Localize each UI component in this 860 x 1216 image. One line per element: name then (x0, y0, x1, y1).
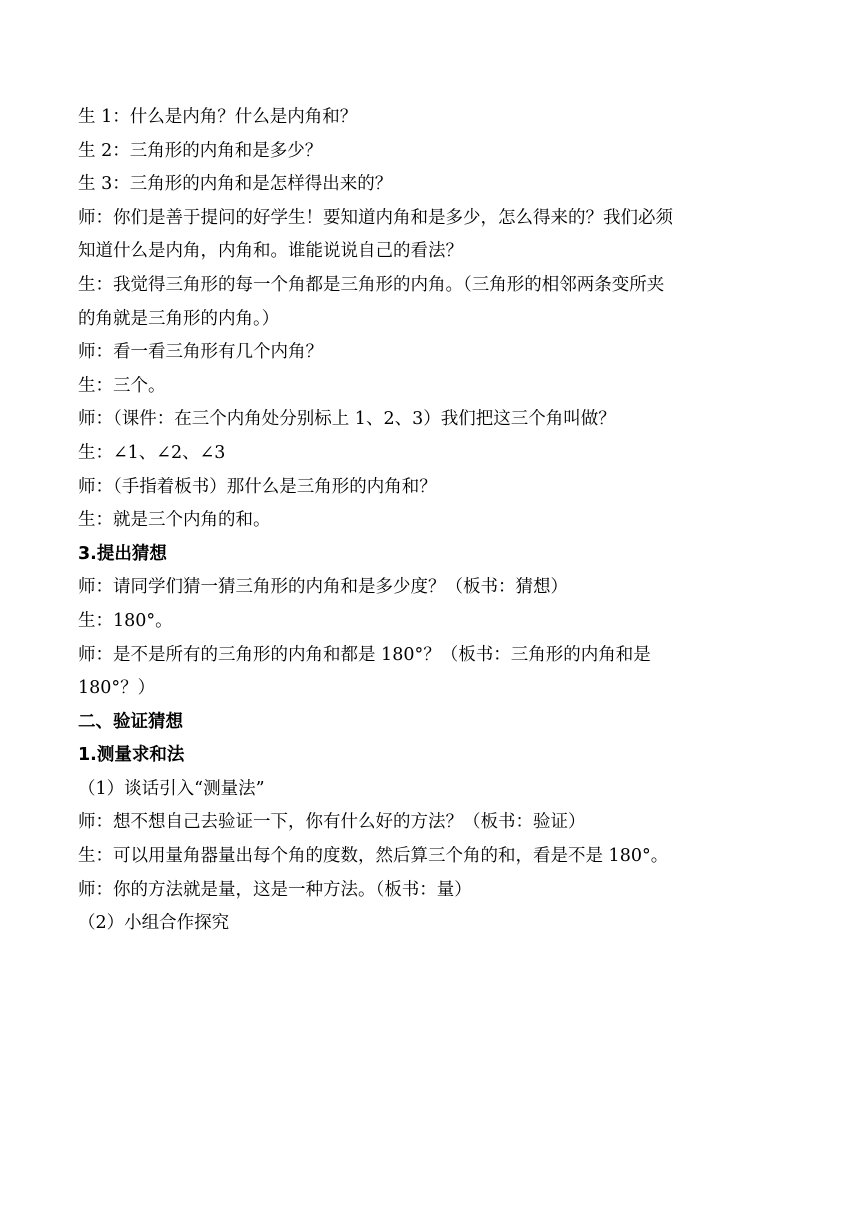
dialogue-line: 生：180°。 (78, 610, 173, 631)
dialogue-line: 生：∠1、∠2、∠3 (78, 442, 226, 463)
section-heading: 二、验证猜想 (78, 711, 183, 732)
dialogue-line: 师：请同学们猜一猜三角形的内角和是多少度？（板书：猜想） (78, 577, 568, 598)
document-body (78, 101, 788, 941)
dialogue-line: 知道什么是内角，内角和。谁能说说自己的看法？ (78, 241, 463, 262)
dialogue-line: 生：可以用量角器量出每个角的度数，然后算三个角的和，看是不是 180°。 (78, 846, 669, 867)
dialogue-line: 师：看一看三角形有几个内角？ (78, 342, 323, 363)
subsection-label: （2）小组合作探究 (78, 913, 230, 934)
dialogue-line: 生 3：三角形的内角和是怎样得出来的？ (78, 174, 393, 195)
section-heading: 1.测量求和法 (78, 745, 185, 766)
dialogue-line: 生 2：三角形的内角和是多少？ (78, 140, 323, 161)
dialogue-line: 生：我觉得三角形的每一个角都是三角形的内角。（三角形的相邻两条变所夹 (78, 274, 665, 295)
section-heading: 3.提出猜想 (78, 543, 167, 564)
dialogue-line: 师：是不是所有的三角形的内角和都是 180°？（板书：三角形的内角和是 (78, 644, 651, 665)
dialogue-line: 生：就是三个内角的和。 (78, 510, 271, 531)
dialogue-line: 的角就是三角形的内角。） (78, 308, 280, 329)
subsection-label: （1）谈话引入“测量法” (78, 778, 265, 799)
dialogue-line: 师：（手指着板书）那什么是三角形的内角和？ (78, 476, 437, 497)
dialogue-line: 师：想不想自己去验证一下，你有什么好的方法？（板书：验证） (78, 812, 586, 833)
dialogue-line: 生 1：什么是内角？什么是内角和？ (78, 107, 358, 127)
dialogue-line: 师：你们是善于提问的好学生！要知道内角和是多少，怎么得来的？我们必须 (78, 207, 673, 228)
dialogue-line: 师：你的方法就是量，这是一种方法。（板书：量） (78, 879, 472, 900)
dialogue-line: 生：三个。 (78, 375, 166, 396)
dialogue-line: 师：（课件：在三个内角处分别标上 1、2、3）我们把这三个角叫做？ (78, 409, 616, 430)
dialogue-line: 180°？） (78, 678, 156, 699)
